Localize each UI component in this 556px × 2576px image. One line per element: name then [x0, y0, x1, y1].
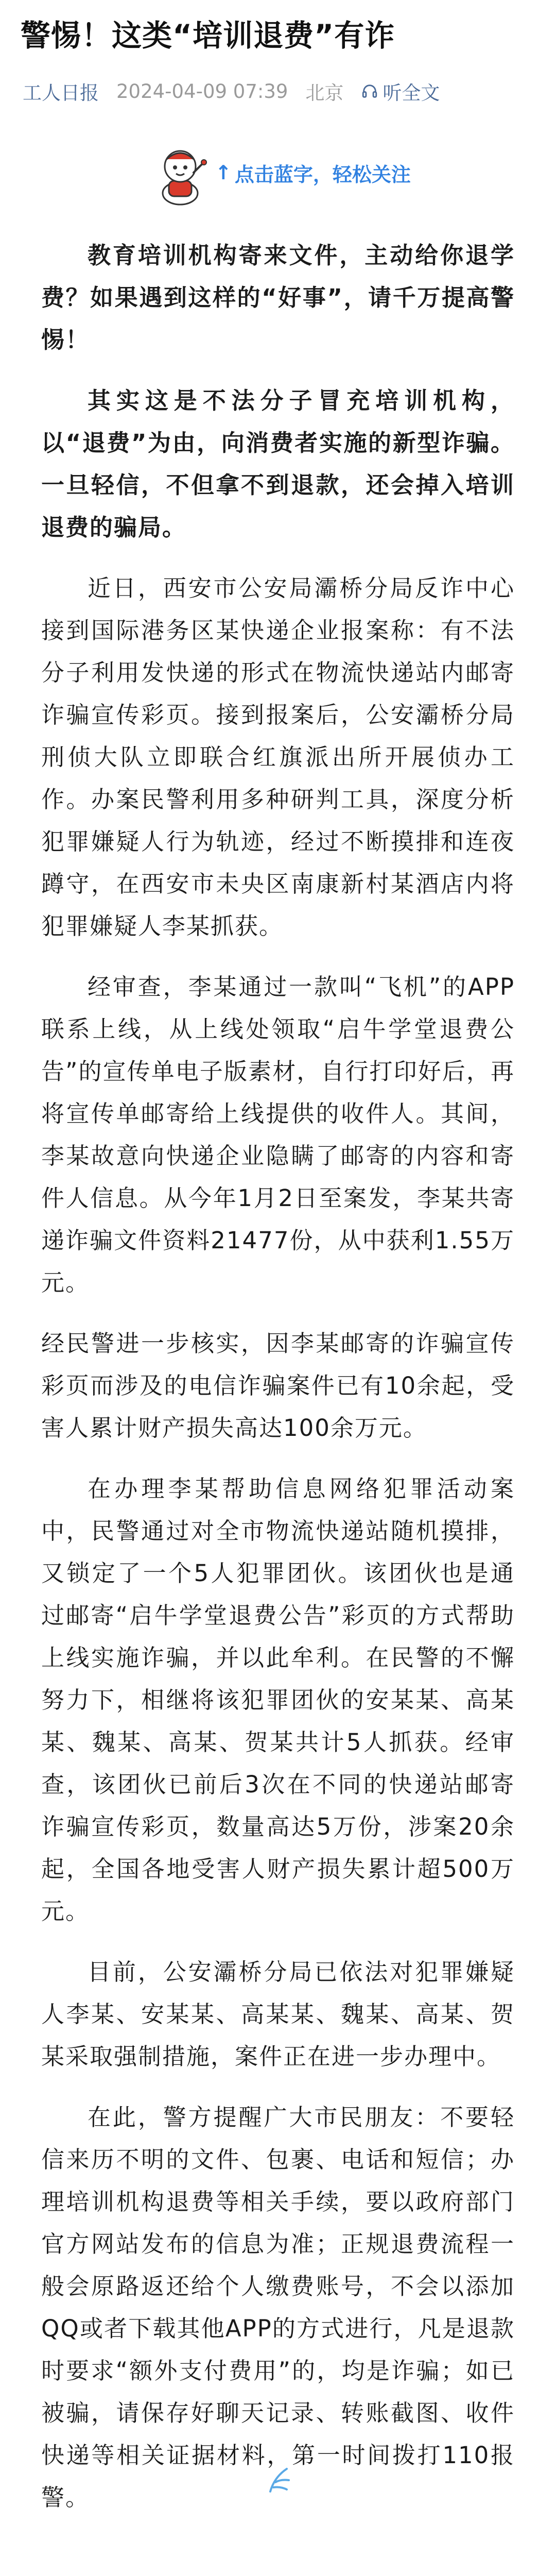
lead-paragraph-2: 其实这是不法分子冒充培训机构，以“退费”为由，向消费者实施的新型诈骗。一旦轻信，不但拿不到退款，还会掉入培训退费的骗局。 [41, 387, 515, 541]
publish-location: 北京 [305, 82, 344, 104]
body-paragraph: 近日，西安市公安局灞桥分局反诈中心接到国际港务区某快递企业报案称：有不法分子利用发快递的形式在物流快递站内邮寄诈骗宣传彩页。接到报案后，公安灞桥分局刑侦大队立即联合红旗派出所开展侦办工作。办案民警利用多种研判工具，深度分析犯罪嫌疑人行为轨迹，经过不断摸排和连夜蹲守，在西安市未央区南康新村某酒店内将犯罪嫌疑人李某抓获。 [41, 574, 515, 940]
follow-prompt[interactable] [215, 159, 411, 187]
body-paragraph: 目前，公安灞桥分局已依法对犯罪嫌疑人李某、安某某、高某某、魏某、高某、贺某采取强制措施，案件正在进一步办理中。 [41, 1958, 515, 2070]
body-paragraph: 经审查，李某通过一款叫“飞机”的APP联系上线，从上线处领取“启牛学堂退费公告”的宣传单电子版素材，自行打印好后，再将宣传单邮寄给上线提供的收件人。其间，李某故意向快递企业隐瞒了邮寄的内容和寄件人信息。从今年1月2日至案发，李某共寄递诈骗文件资料21477份，从中获利1.55万元。 [41, 973, 515, 1296]
listen-button[interactable] [361, 77, 440, 105]
arrow-up-icon: ↑ [215, 161, 232, 184]
bamboo-logo-icon [260, 2462, 296, 2498]
headphones-icon [361, 82, 378, 100]
follow-banner[interactable] [149, 134, 417, 211]
mascot-icon [149, 137, 211, 209]
lead-paragraph-1: 教育培训机构寄来文件，主动给你退学费？如果遇到这样的“好事”，请千万提高警惕！ [41, 242, 515, 353]
listen-label: 听全文 [383, 82, 440, 104]
source-link[interactable]: 工人日报 [23, 82, 99, 104]
body-paragraph: 在此，警方提醒广大市民朋友：不要轻信来历不明的文件、包裹、电话和短信；办理培训机构退费等相关手续，要以政府部门官方网站发布的信息为准；正规退费流程一般会原路返还给个人缴费账号，不会以添加QQ或者下载其他APP的方式进行，凡是退款时要求“额外支付费用”的，均是诈骗；如已被骗，请保存好聊天记录、转账截图、收件快递等相关证据材料，第一时间拨打110报警。 [41, 2104, 515, 2511]
follow-prompt-text: 点击蓝字，轻松关注 [234, 163, 411, 186]
publish-timestamp: 2024-04-09 07:39 [116, 80, 288, 103]
article-title: 警惕！这类“培训退费”有诈 [21, 18, 395, 53]
body-paragraph: 经民警进一步核实，因李某邮寄的诈骗宣传彩页而涉及的电信诈骗案件已有10余起，受害人累计财产损失高达100余万元。 [41, 1330, 515, 1442]
article-body [41, 234, 515, 2537]
body-paragraph: 在办理李某帮助信息网络犯罪活动案中，民警通过对全市物流快递站随机摸排，又锁定了一个5人犯罪团伙。该团伙也是通过邮寄“启牛学堂退费公告”彩页的方式帮助上线实施诈骗，并以此牟利。在民警的不懈努力下，相继将该犯罪团伙的安某某、高某某、魏某、高某、贺某共计5人抓获。经审查，该团伙已前后3次在不同的快递站邮寄诈骗宣传彩页，数量高达5万份，涉案20余起，全国各地受害人财产损失累计超500万元。 [41, 1475, 515, 1925]
article-meta [23, 78, 440, 104]
